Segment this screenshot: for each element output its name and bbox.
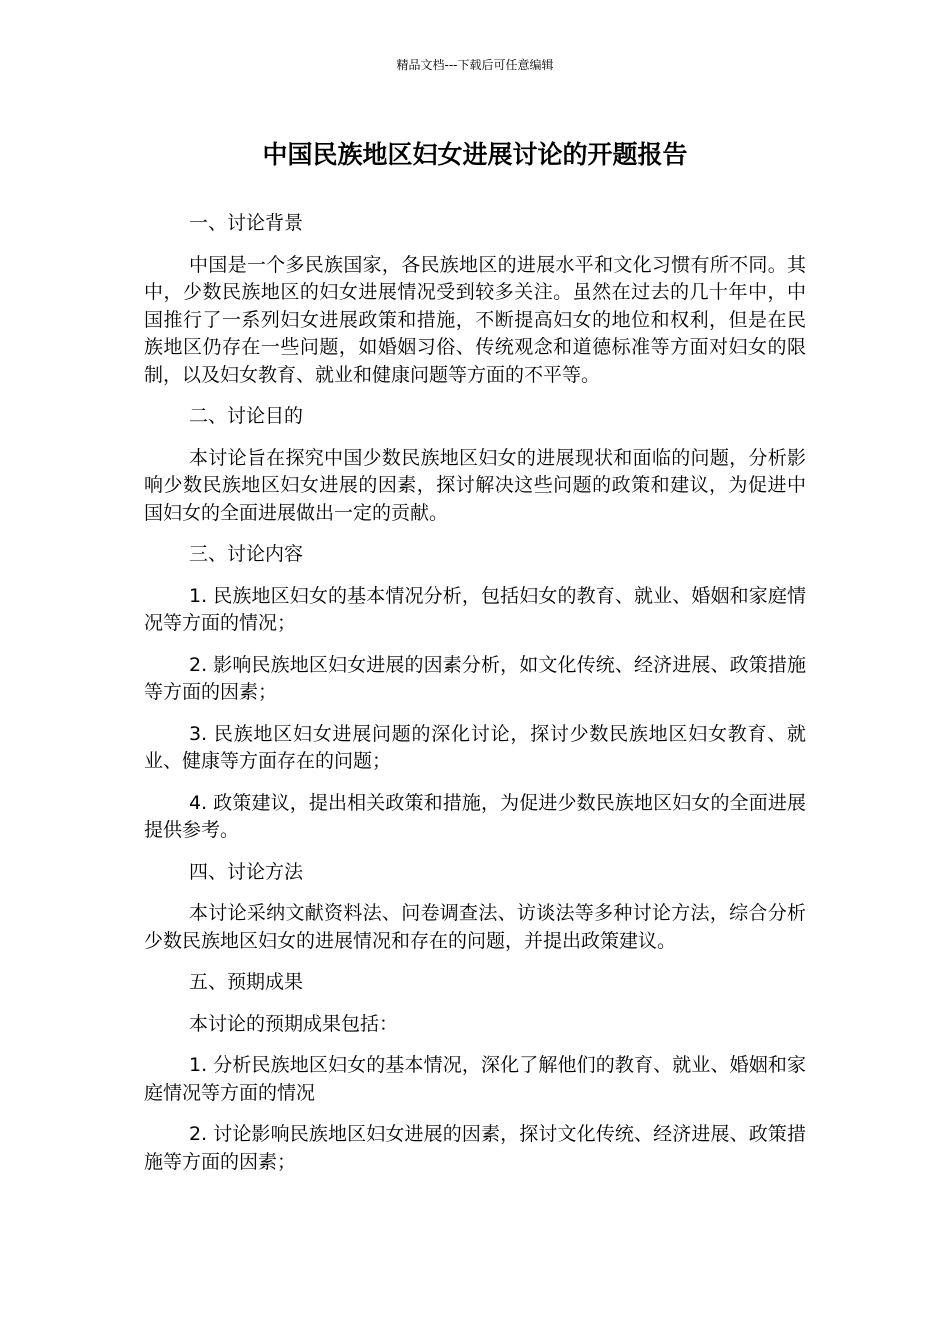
content-item-3: 3. 民族地区妇女进展问题的深化讨论，探讨少数民族地区妇女教育、就业、健康等方面存在的问题；	[144, 722, 806, 772]
outcomes-item-2: 2. 讨论影响民族地区妇女进展的因素，探讨文化传统、经济进展、政策措施等方面的因素；	[144, 1123, 806, 1173]
document-body	[144, 210, 806, 1190]
background-paragraph: 中国是一个多民族国家，各民族地区的进展水平和文化习惯有所不同。其中，少数民族地区的妇女进展情况受到较多关注。虽然在过去的几十年中，中国推行了一系列妇女进展政策和措施，不断提高妇女的地位和权利，但是在民族地区仍存在一些问题，如婚姻习俗、传统观念和道德标准等方面对妇女的限制，以及妇女教育、就业和健康问题等方面的不平等。	[144, 253, 806, 386]
document-title: 中国民族地区妇女进展讨论的开题报告	[262, 140, 688, 169]
section-heading-method: 四、讨论方法	[189, 860, 304, 883]
section-heading-background: 一、讨论背景	[189, 212, 304, 234]
section-heading-purpose: 二、讨论目的	[189, 405, 304, 427]
content-item-2: 2. 影响民族地区妇女进展的因素分析，如文化传统、经济进展、政策措施等方面的因素；	[144, 653, 806, 703]
outcomes-item-1: 1. 分析民族地区妇女的基本情况，深化了解他们的教育、就业、婚姻和家庭情况等方面的情况	[144, 1054, 806, 1104]
content-item-1: 1. 民族地区妇女的基本情况分析，包括妇女的教育、就业、婚姻和家庭情况等方面的情况；	[144, 584, 806, 634]
method-paragraph: 本讨论采纳文献资料法、问卷调查法、访谈法等多种讨论方法，综合分析少数民族地区妇女的进展情况和存在的问题，并提出政策建议。	[144, 902, 806, 952]
outcomes-intro: 本讨论的预期成果包括：	[189, 1012, 399, 1035]
content-item-4: 4. 政策建议，提出相关政策和措施，为促进少数民族地区妇女的全面进展提供参考。	[144, 791, 806, 841]
section-heading-outcomes: 五、预期成果	[189, 971, 304, 993]
header-note: 精品文档---下载后可任意编辑	[396, 58, 554, 72]
section-heading-content: 三、讨论内容	[189, 543, 304, 565]
purpose-paragraph: 本讨论旨在探究中国少数民族地区妇女的进展现状和面临的问题，分析影响少数民族地区妇女进展的因素，探讨解决这些问题的政策和建议，为促进中国妇女的全面进展做出一定的贡献。	[144, 446, 806, 524]
